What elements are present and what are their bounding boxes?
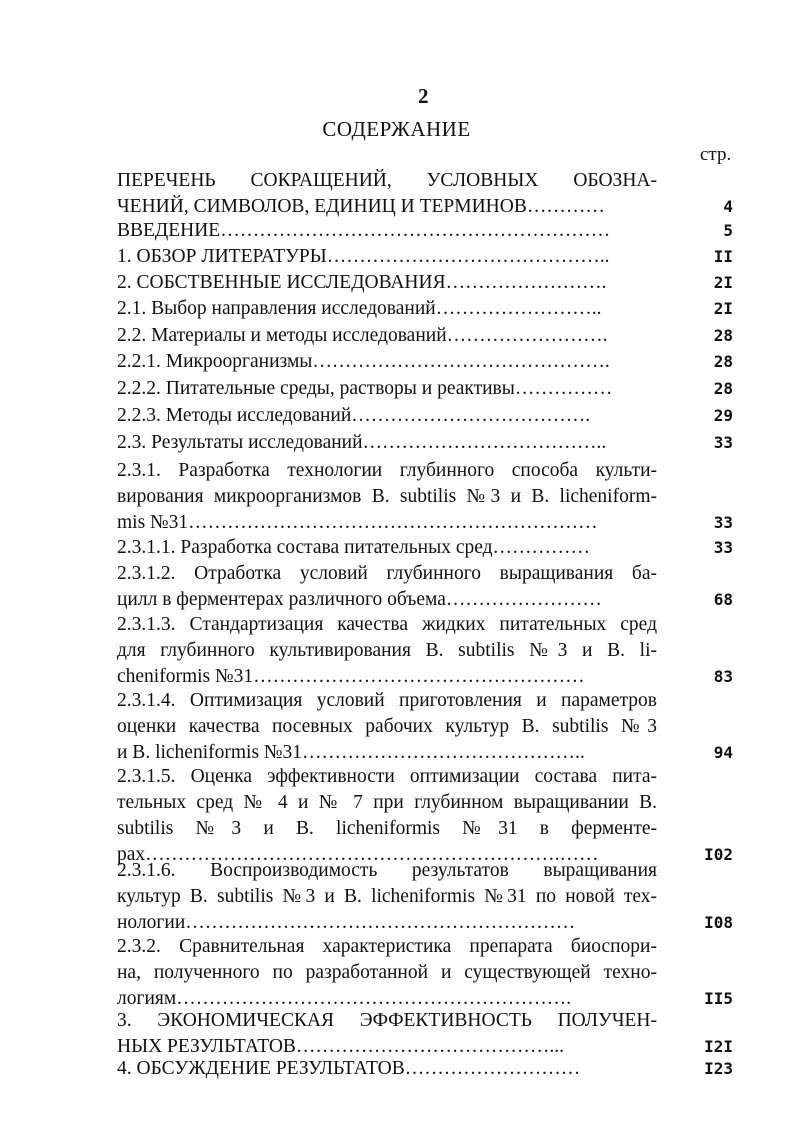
toc-entry-line: 2.2.3. Методы исследований………………………………. [117, 405, 591, 426]
toc-entry-page: II5 [704, 989, 733, 1008]
toc-entry-line: ЧЕНИЙ, СИМВОЛОВ, ЕДИНИЦ И ТЕРМИНОВ………… [117, 196, 605, 217]
toc-entry-line: цилл в ферментерах различного объема…………………… [117, 589, 602, 610]
toc-entry[interactable] [117, 218, 657, 244]
toc-entry[interactable] [117, 1008, 657, 1060]
toc-entry-line: 2.3.1.2. Отработка условий глубинного выращивания ба- [117, 563, 657, 584]
toc-entry-line: 2.3. Результаты исследований……………………………….. [117, 432, 607, 453]
toc-entry-line: тельных сред № 4 и № 7 при глубинном выращивании B. [117, 792, 657, 813]
toc-entry[interactable] [117, 376, 657, 402]
toc-entry-line: нологии…………………………………………………… [117, 912, 576, 933]
toc-entry-page: 28 [713, 379, 733, 398]
toc-entry-line: культур B. subtilis №3 и B. licheniformis №31 по новой тех- [117, 886, 657, 907]
toc-entry-line: 2.3.2. Сравнительная характеристика препарата биоспори- [117, 936, 657, 957]
toc-entry-line: 2. СОБСТВЕННЫЕ ИССЛЕДОВАНИЯ……………………. [117, 272, 607, 293]
toc-entry-line: mis №31……………………………………………………… [117, 512, 598, 533]
page-number: 2 [418, 84, 429, 108]
toc-entry-line: 2.3.1.1. Разработка состава питательных сред…………… [117, 537, 591, 558]
toc-entry[interactable] [117, 858, 657, 936]
toc-entry-page: 33 [713, 513, 733, 532]
toc-entry-page: 5 [723, 221, 733, 240]
toc-entry[interactable] [117, 296, 657, 322]
toc-entry-line: для глубинного культивирования B. subtilis №3 и B. li- [117, 640, 657, 661]
toc-entry-line: 2.1. Выбор направления исследований…………………….. [117, 298, 602, 319]
toc-entry-line: оценки качества посевных рабочих культур B. subtilis №3 [117, 716, 657, 737]
toc-entry-page: 28 [713, 326, 733, 345]
toc-entry[interactable] [117, 168, 657, 220]
toc-entry-line: 2.2. Материалы и методы исследований……………………. [117, 325, 608, 346]
page-title: СОДЕРЖАНИЕ [322, 117, 471, 141]
toc-entry[interactable] [117, 612, 657, 690]
toc-entry[interactable] [117, 403, 657, 429]
toc-entry-page: 68 [713, 590, 733, 609]
toc-entry[interactable] [117, 561, 657, 613]
toc-entry-line: 2.3.1.5. Оценка эффективности оптимизации состава пита- [117, 766, 657, 787]
toc-entry-page: 2I [713, 273, 733, 292]
toc-entry-line: 2.3.1.3. Стандартизация качества жидких питательных сред [117, 614, 657, 635]
toc-entry-page: 33 [713, 433, 733, 452]
toc-entry-page: 4 [723, 197, 733, 216]
toc-entry-line: и B. licheniformis №31…………………………………….. [117, 742, 585, 763]
toc-entry-page: I02 [704, 845, 733, 864]
toc-entry-line: 2.3.1.6. Воспроизводимость результатов выращивания [117, 860, 657, 881]
toc-entry-page: II [713, 247, 733, 266]
toc-entry-page: 29 [713, 406, 733, 425]
toc-entry-line: рах……………………………………………………….…… [117, 844, 599, 865]
toc-entry-page: 94 [713, 743, 733, 762]
toc-entry-line: subtilis №3 и B. licheniformis №31 в ферменте- [117, 818, 657, 839]
toc-entry-page: 28 [713, 352, 733, 371]
toc-entry[interactable] [117, 349, 657, 375]
toc-entry-line: ВВЕДЕНИЕ…………………………………………………… [117, 220, 611, 241]
toc-entry[interactable] [117, 764, 657, 868]
toc-entry[interactable] [117, 458, 657, 536]
toc-entry[interactable] [117, 535, 657, 561]
toc-entry-line: вирования микроорганизмов B. subtilis №3 и B. licheniform- [117, 486, 657, 507]
toc-entry-line: ПЕРЕЧЕНЬ СОКРАЩЕНИЙ, УСЛОВНЫХ ОБОЗНА- [117, 170, 657, 191]
toc-entry-line: НЫХ РЕЗУЛЬТАТОВ…………………………………... [117, 1036, 565, 1057]
toc-entry[interactable] [117, 270, 657, 296]
toc-entry-line: 2.3.1. Разработка технологии глубинного способа культи- [117, 460, 657, 481]
toc-entry[interactable] [117, 244, 657, 270]
page-column-label: стр. [700, 144, 732, 165]
toc-entry-line: 1. ОБЗОР ЛИТЕРАТУРЫ…………………………………….. [117, 246, 610, 267]
toc-entry-line: 4. ОБСУЖДЕНИЕ РЕЗУЛЬТАТОВ……………………… [117, 1058, 581, 1079]
toc-entry[interactable] [117, 1056, 657, 1082]
toc-entry-line: на, полученного по разработанной и существующей техно- [117, 962, 657, 983]
toc-entry-page: I08 [704, 913, 733, 932]
toc-entry[interactable] [117, 323, 657, 349]
toc-entry-page: I2I [704, 1037, 733, 1056]
toc-entry-line: 3. ЭКОНОМИЧЕСКАЯ ЭФФЕКТИВНОСТЬ ПОЛУЧЕН- [117, 1010, 657, 1031]
toc-entry-line: 2.2.2. Питательные среды, растворы и реактивы…………… [117, 378, 613, 399]
toc-entry-page: I23 [704, 1059, 733, 1078]
toc-entry[interactable] [117, 934, 657, 1012]
toc-entry[interactable] [117, 430, 657, 456]
toc-entry[interactable] [117, 688, 657, 766]
toc-entry-page: 33 [713, 538, 733, 557]
toc-entry-line: 2.3.1.4. Оптимизация условий приготовления и параметров [117, 690, 657, 711]
toc-entry-page: 2I [713, 299, 733, 318]
toc-entry-line: cheniformis №31…………………………………………… [117, 666, 585, 687]
toc-entry-line: 2.2.1. Микроорганизмы………………………………………. [117, 351, 610, 372]
toc-entry-line: логиям……………………………………………………. [117, 988, 572, 1009]
toc-entry-page: 83 [713, 667, 733, 686]
